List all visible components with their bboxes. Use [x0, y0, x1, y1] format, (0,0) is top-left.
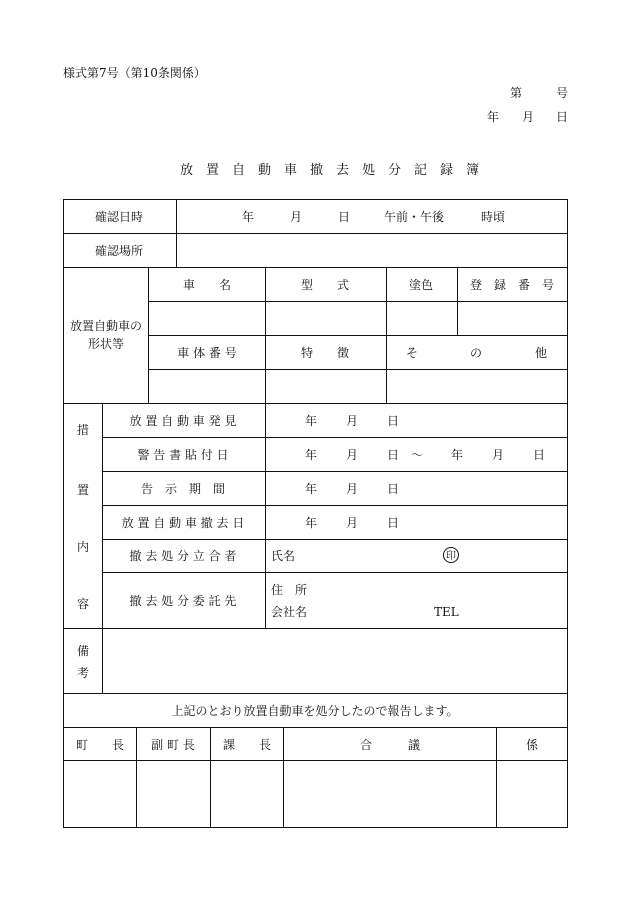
warning-year: 年 [304, 448, 318, 462]
date-year: 年 [487, 110, 500, 124]
section-chief-header: 課 長 [222, 738, 272, 752]
doc-number-prefix: 第 [510, 86, 523, 100]
notice-year: 年 [304, 482, 318, 496]
vehicle-removal-date-label: 放 置 自 動 車 撤 去 日 [121, 516, 245, 530]
town-mayor-header: 町 長 [75, 738, 125, 752]
found-month: 月 [345, 414, 359, 428]
found-day: 日 [386, 414, 400, 428]
remarks-label-char: 考 [76, 666, 90, 680]
warning-tilde: ～ [410, 448, 424, 462]
contractor-address-label: 住 所 [271, 583, 308, 597]
car-name-header: 車 名 [182, 278, 232, 292]
vehicle-section-label-line1: 放置自動車の [69, 319, 143, 333]
model-header: 型 式 [300, 278, 350, 292]
other-header-char3: 他 [534, 346, 548, 360]
deputy-mayor-header: 副 町 長 [151, 738, 195, 752]
warning-end-year: 年 [450, 448, 464, 462]
removal-year: 年 [304, 516, 318, 530]
staff-header: 係 [525, 738, 539, 752]
confirm-day: 日 [337, 210, 351, 224]
confirm-month: 月 [289, 210, 303, 224]
chassis-number-header: 車 体 番 号 [177, 346, 237, 360]
doc-number-suffix: 号 [556, 86, 569, 100]
warning-month: 月 [345, 448, 359, 462]
page-title: 放 置 自 動 車 撤 去 処 分 記 録 簿 [180, 163, 480, 178]
seal-mark: 印 [446, 551, 456, 562]
date-month: 月 [522, 110, 535, 124]
warning-posted-label: 警 告 書 貼 付 日 [137, 448, 229, 462]
notice-period-label: 告 示 期 間 [140, 482, 226, 496]
found-year: 年 [304, 414, 318, 428]
seal-icon [444, 548, 459, 563]
paint-color-header: 塗色 [408, 278, 434, 292]
removal-month: 月 [345, 516, 359, 530]
contractor-company-label: 会社名 [271, 605, 308, 619]
confirm-time: 時頃 [480, 210, 506, 224]
witness-name-label: 氏名 [271, 549, 296, 563]
features-header: 特 徴 [300, 346, 350, 360]
confirm-datetime-label: 確認日時 [94, 210, 144, 224]
measures-label-char: 内 [76, 540, 90, 554]
disposal-witness-label: 撤 去 処 分 立 合 者 [129, 549, 237, 563]
measures-label-char: 容 [76, 597, 90, 611]
vehicle-section-label-line2: 形状等 [87, 337, 125, 351]
measures-label-char: 措 [76, 423, 90, 437]
date-day: 日 [556, 110, 569, 124]
notice-day: 日 [386, 482, 400, 496]
remarks-label-char: 備 [76, 644, 90, 658]
disposal-contractor-label: 撤 去 処 分 委 託 先 [129, 594, 237, 608]
confirm-year: 年 [241, 210, 255, 224]
contractor-tel-label: TEL [434, 605, 459, 619]
registration-number-header: 登 録 番 号 [469, 278, 555, 292]
removal-day: 日 [386, 516, 400, 530]
measures-label-char: 置 [76, 483, 90, 497]
confirm-ampm: 午前・午後 [383, 210, 445, 224]
report-statement: 上記のとおり放置自動車を処分したので報告します。 [171, 704, 459, 718]
form-number: 様式第7号（第10条関係） [63, 66, 206, 80]
warning-end-month: 月 [491, 448, 505, 462]
vehicle-found-label: 放 置 自 動 車 発 見 [129, 414, 237, 428]
other-header-char1: そ [405, 346, 419, 360]
consultation-header: 合 議 [359, 738, 421, 752]
warning-end-day: 日 [532, 448, 546, 462]
notice-month: 月 [345, 482, 359, 496]
warning-day: 日 [386, 448, 400, 462]
table-lines [63, 199, 568, 828]
confirm-place-label: 確認場所 [94, 244, 144, 258]
other-header-char2: の [469, 346, 483, 360]
